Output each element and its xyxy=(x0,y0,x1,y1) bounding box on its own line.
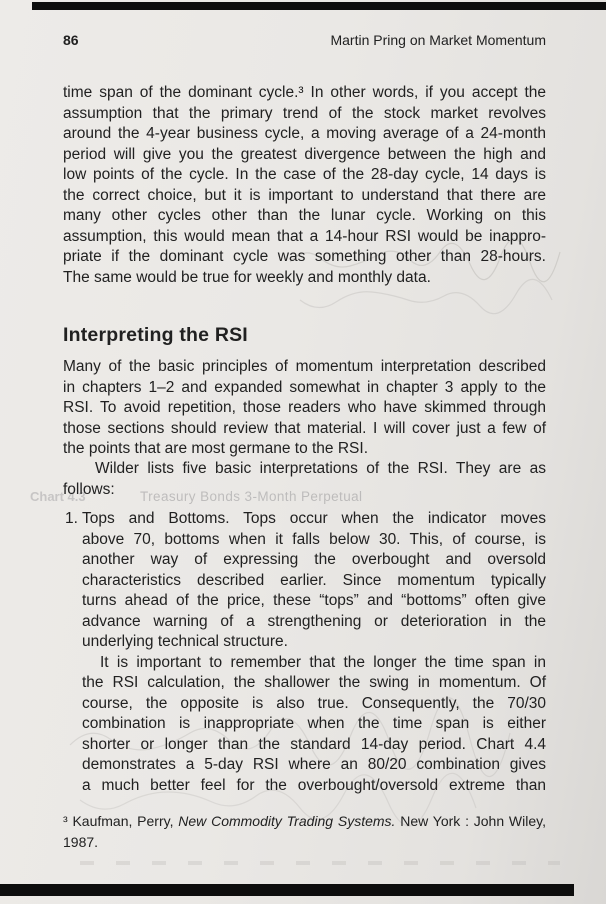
paragraph-basic-principles xyxy=(63,357,546,460)
footnote-marker: ³ xyxy=(63,813,68,829)
text-line: advance warning of a strengthening or deterioration in the xyxy=(82,612,546,630)
text-line: Many of the basic principles of momentum interpretation described xyxy=(63,358,546,375)
text-line: follows: xyxy=(63,480,115,498)
footnote-line1 xyxy=(63,811,546,832)
text-line: Tops and Bottoms. Tops occur when the indicator moves xyxy=(82,510,546,527)
paragraph-dominant-cycle xyxy=(63,83,546,288)
text-line: priate if the dominant cycle was something other than 28-hours. xyxy=(63,248,546,265)
text-line: above 70, bottoms when it falls below 30. This, of course, is xyxy=(82,530,546,548)
footnote-year: 1987. xyxy=(63,833,99,850)
text-line: in chapters 1–2 and expanded somewhat in chapter 3 apply to the xyxy=(63,378,546,396)
text-line: course, the opposite is also true. Consequently, the 70/30 xyxy=(82,694,546,712)
list-item-number: 1. xyxy=(65,510,78,527)
text-line: the RSI calculation, the shallower the swing in momentum. Of xyxy=(82,674,546,691)
text-line: time span of the dominant cycle.³ In other words, if you accept the xyxy=(63,84,546,101)
scan-edge-bar-top xyxy=(32,2,606,10)
running-title: Martin Pring on Market Momentum xyxy=(330,32,546,48)
text-line: turns ahead of the price, these “tops” and “bottoms” often give xyxy=(82,592,546,609)
ghost-chart-caption: Treasury Bonds 3-Month Perpetual xyxy=(140,489,363,504)
text-line: another way of expressing the overbought and oversold xyxy=(82,551,546,568)
section-heading: Interpreting the RSI xyxy=(63,324,248,347)
text-line: around the 4-year business cycle, a moving average of a 24-month xyxy=(63,125,546,142)
text-line: underlying technical structure. xyxy=(82,633,288,650)
text-line: the points that are most germane to the RSI. xyxy=(63,440,368,457)
text-line: the correct choice, but it is important to understand that there are xyxy=(63,186,546,204)
text-line: combination is inappropriate when the time span is either xyxy=(82,715,546,732)
text-line: Wilder lists five basic interpretations of the RSI. They are as xyxy=(95,460,546,477)
footnote-author: Kaufman, Perry, xyxy=(67,813,179,829)
text-line: demonstrates a 5-day RSI where an 80/20 combination gives xyxy=(82,756,546,773)
footnote-publisher: New York : John Wiley, xyxy=(395,813,546,829)
text-line: shorter or longer than the standard 14-day period. Chart 4.4 xyxy=(82,735,546,753)
running-header xyxy=(63,31,546,49)
text-line: period will give you the greatest divergence between the high and xyxy=(63,145,546,163)
footnote xyxy=(63,811,546,852)
text-line: assumption, this would mean that a 14-hour RSI would be inappro- xyxy=(63,227,546,245)
text-line: It is important to remember that the longer the time span in xyxy=(100,653,546,671)
scan-edge-bar-bottom xyxy=(0,884,574,896)
text-line: low points of the cycle. In the case of the 28-day cycle, 14 days is xyxy=(63,166,546,183)
paragraph-wilder-lists xyxy=(63,459,546,500)
text-line: The same would be true for weekly and monthly data. xyxy=(63,268,431,286)
text-line: characteristics described earlier. Since momentum typically xyxy=(82,571,546,589)
text-line: many other cycles other than the lunar cycle. Working on this xyxy=(63,207,546,224)
list-item-main-text xyxy=(82,509,546,653)
list-item-sub-paragraph xyxy=(82,653,546,797)
ghost-chart-label: Chart 4.3 xyxy=(30,489,86,504)
page-number: 86 xyxy=(63,32,79,48)
list-item-tops-and-bottoms xyxy=(63,509,546,796)
text-line: RSI. To avoid repetition, those readers who have skimmed through xyxy=(63,399,546,416)
footnote-book-title: New Commodity Trading Systems. xyxy=(178,813,396,829)
text-line: a much better feel for the overbought/oversold extreme than xyxy=(82,776,546,794)
text-line: assumption that the primary trend of the stock market revolves xyxy=(63,104,546,122)
text-line: those sections should review that material. I will cover just a few of xyxy=(63,419,546,437)
